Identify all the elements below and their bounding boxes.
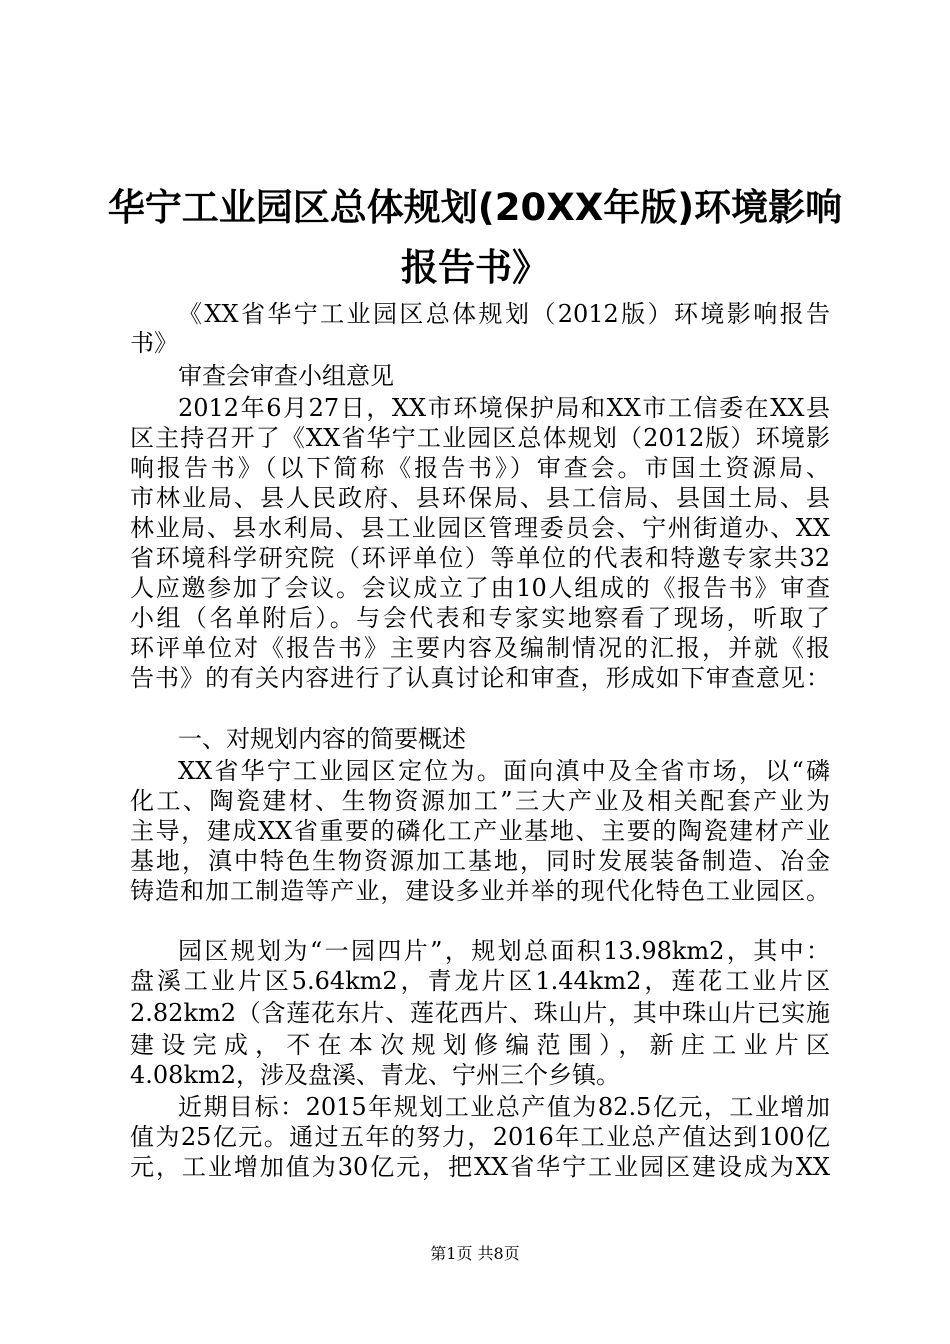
body-line: 值为25亿元。通过五年的努力，2016年工业总产值达到100亿 <box>130 1123 830 1151</box>
body-line: 盘溪工业片区5.64km2，青龙片区1.44km2，莲花工业片区 <box>130 967 830 995</box>
body-line: 主导，建成XX省重要的磷化工产业基地、主要的陶瓷建材产业 <box>130 817 830 845</box>
body-line: 《XX省华宁工业园区总体规划（2012版）环境影响报告 <box>178 300 830 328</box>
body-line: 告书》的有关内容进行了认真讨论和审查，形成如下审查意见： <box>130 664 830 692</box>
body-line: 铸造和加工制造等产业，建设多业并举的现代化特色工业园区。 <box>130 877 830 905</box>
body-line: 2.82km2（含莲花东片、莲花西片、珠山片，其中珠山片已实施 <box>130 999 830 1027</box>
body-line: 省环境科学研究院（环评单位）等单位的代表和特邀专家共32 <box>130 544 830 572</box>
body-line: 响报告书》（以下简称《报告书》）审查会。市国土资源局、 <box>130 454 830 482</box>
body-line: 区主持召开了《XX省华宁工业园区总体规划（2012版）环境影 <box>130 424 830 452</box>
body-line: 林业局、县水利局、县工业园区管理委员会、宁州街道办、XX <box>130 514 830 542</box>
body-line: 2012年6月27日，XX市环境保护局和XX市工信委在XX县 <box>178 394 830 422</box>
body-line: 元，工业增加值为30亿元，把XX省华宁工业园区建设成为XX <box>130 1153 830 1181</box>
document-title-line-2: 报告书》 <box>401 246 549 289</box>
document-title-line-1: 华宁工业园区总体规划(20XX年版)环境影响 <box>107 186 843 229</box>
body-line: 近期目标：2015年规划工业总产值为82.5亿元，工业增加 <box>178 1093 830 1121</box>
body-line: 小组（名单附后）。与会代表和专家实地察看了现场，听取了 <box>130 604 830 632</box>
body-line: 建设完成，不在本次规划修编范围），新庄工业片区 <box>130 1031 830 1059</box>
body-line: 园区规划为“一园四片”，规划总面积13.98km2，其中： <box>178 937 830 965</box>
body-line: 4.08km2，涉及盘溪、青龙、宁州三个乡镇。 <box>130 1061 621 1089</box>
body-line: 书》 <box>130 329 178 357</box>
body-line: 人应邀参加了会议。会议成立了由10人组成的《报告书》审查 <box>130 574 830 602</box>
body-line: 市林业局、县人民政府、县环保局、县工信局、县国土局、县 <box>130 484 830 512</box>
body-line: 化工、陶瓷建材、生物资源加工”三大产业及相关配套产业为 <box>130 787 830 815</box>
body-line: 基地，滇中特色生物资源加工基地，同时发展装备制造、冶金 <box>130 847 830 875</box>
body-line: 审查会审查小组意见 <box>178 362 394 390</box>
body-line: XX省华宁工业园区定位为。面向滇中及全省市场，以“磷 <box>178 757 830 785</box>
page-footer: 第1页 共8页 <box>430 1244 520 1263</box>
body-line: 环评单位对《报告书》主要内容及编制情况的汇报，并就《报 <box>130 634 830 662</box>
section-heading: 一、对规划内容的简要概述 <box>178 725 466 753</box>
